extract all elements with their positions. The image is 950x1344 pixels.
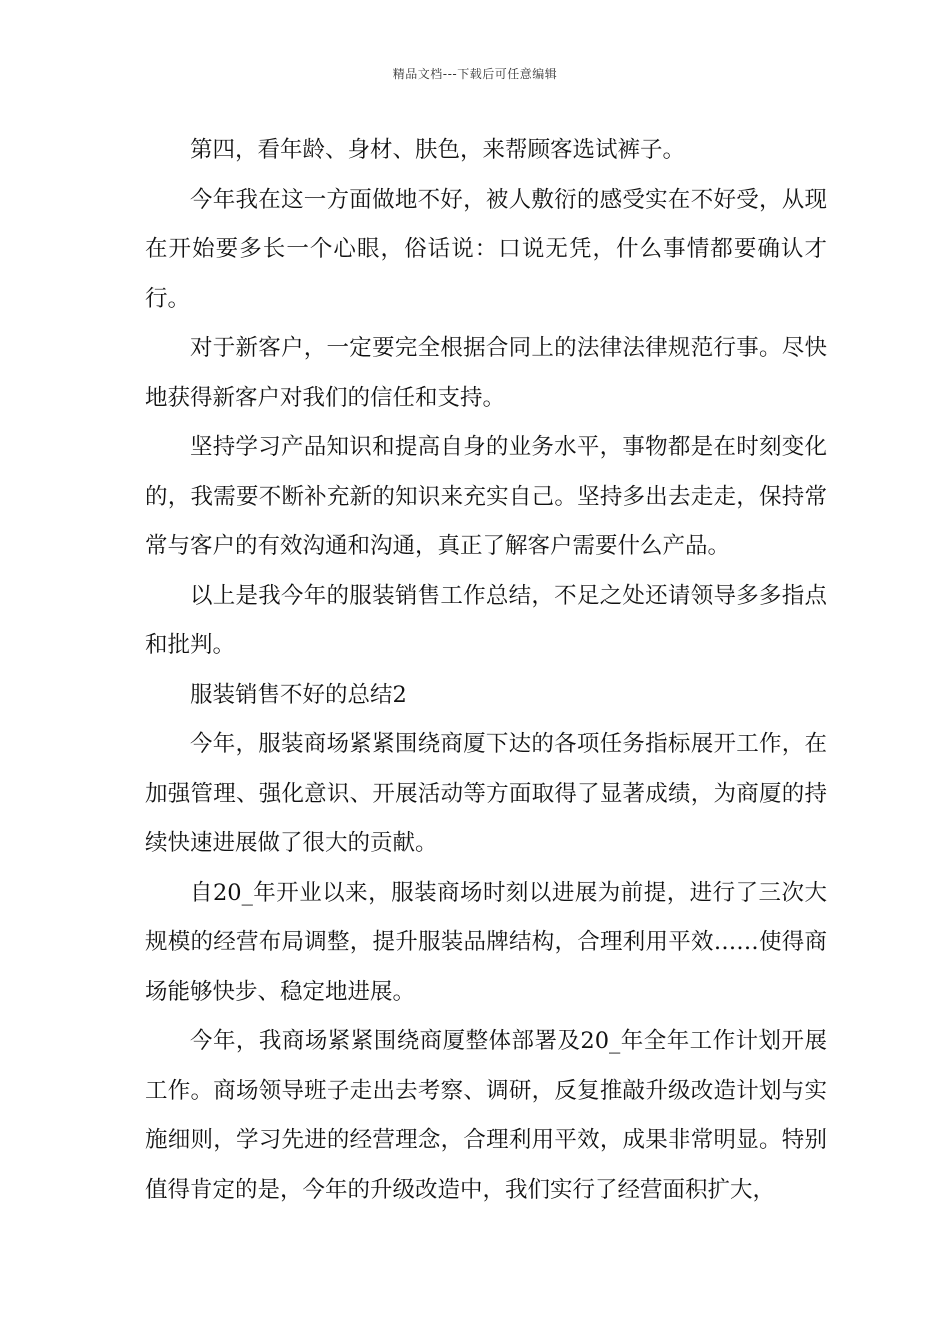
document-body — [145, 126, 827, 1215]
section-heading: 服装销售不好的总结2 — [190, 681, 407, 708]
page-header: 精品文档---下载后可任意编辑 — [392, 67, 558, 81]
paragraph-1: 第四，看年龄、身材、肤色，来帮顾客选试裤子。 — [190, 137, 686, 163]
paragraph-7: 自20_年开业以来，服装商场时刻以进展为前提，进行了三次大规模的经营布局调整，提升服装品牌结构，合理利用平效……使得商场能够快步、稳定地进展。 — [145, 879, 827, 1005]
paragraph-8: 今年，我商场紧紧围绕商厦整体部署及20_年全年工作计划开展工作。商场领导班子走出去考察、调研，反复推敲升级改造计划与实施细则，学习先进的经营理念，合理利用平效，成果非常明显。特别值得肯定的是，今年的升级改造中，我们实行了经营面积扩大， — [145, 1028, 827, 1203]
paragraph-6: 今年，服装商场紧紧围绕商厦下达的各项任务指标展开工作，在加强管理、强化意识、开展活动等方面取得了显著成绩，为商厦的持续快速进展做了很大的贡献。 — [145, 731, 827, 856]
paragraph-4: 坚持学习产品知识和提高自身的业务水平，事物都是在时刻变化的，我需要不断补充新的知识来充实自己。坚持多出去走走，保持常常与客户的有效沟通和沟通，真正了解客户需要什么产品。 — [145, 434, 827, 559]
paragraph-5: 以上是我今年的服装销售工作总结，不足之处还请领导多多指点和批判。 — [145, 582, 827, 658]
paragraph-3: 对于新客户，一定要完全根据合同上的法律法律规范行事。尽快地获得新客户对我们的信任和支持。 — [145, 335, 827, 411]
paragraph-2: 今年我在这一方面做地不好，被人敷衍的感受实在不好受，从现在开始要多长一个心眼，俗话说：口说无凭，什么事情都要确认才行。 — [145, 186, 827, 312]
